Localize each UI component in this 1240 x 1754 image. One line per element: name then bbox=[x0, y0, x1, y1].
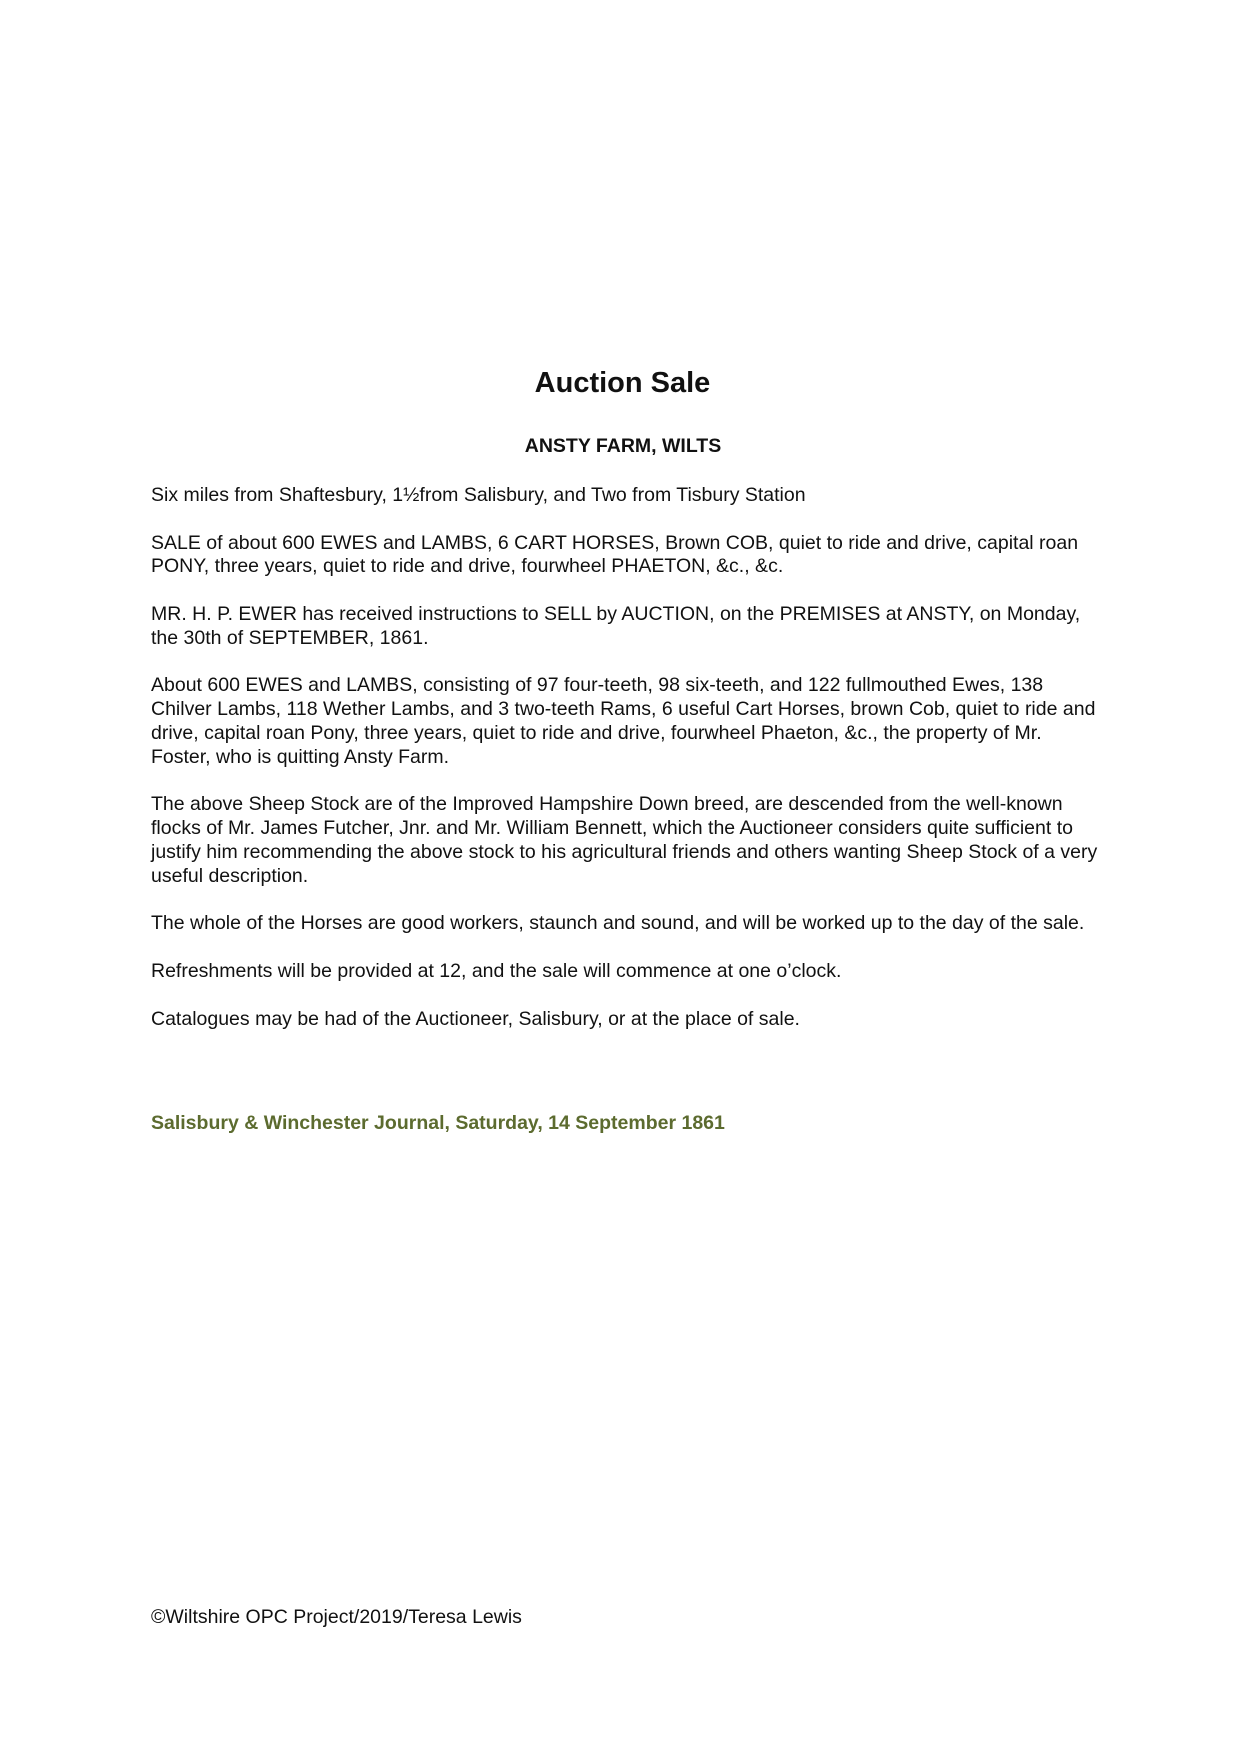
paragraph-instructions: MR. H. P. EWER has received instructions to SELL by AUCTION, on the PREMISES at ANSTY, on Monday, the 30th of SEPTEMBER, 1861. bbox=[151, 602, 1081, 649]
paragraph-location: Six miles from Shaftesbury, 1½from Salisbury, and Two from Tisbury Station bbox=[151, 484, 806, 506]
advertisement-body bbox=[151, 484, 1099, 1031]
paragraph-catalogues: Catalogues may be had of the Auctioneer, Salisbury, or at the place of sale. bbox=[151, 1007, 800, 1030]
source-citation: Salisbury & Winchester Journal, Saturday, 14 September 1861 bbox=[151, 1112, 725, 1134]
paragraph-horses: The whole of the Horses are good workers, staunch and sound, and will be worked up to the day of the sale. bbox=[151, 912, 1085, 935]
paragraph-breed: The above Sheep Stock are of the Improved Hampshire Down breed, are descended from the well-known flocks of Mr. James Futcher, Jnr. and Mr. William Bennett, which the Auctioneer considers quite sufficient to justify him recommending the above stock to his agricultural friends and others wanting Sheep Stock of a very useful description. bbox=[151, 793, 1098, 887]
copyright-footer: ©Wiltshire OPC Project/2019/Teresa Lewis bbox=[151, 1606, 522, 1628]
page-title: Auction Sale bbox=[534, 367, 711, 399]
paragraph-refreshments: Refreshments will be provided at 12, and the sale will commence at one o’clock. bbox=[151, 959, 842, 982]
paragraph-sale-summary: SALE of about 600 EWES and LAMBS, 6 CART HORSES, Brown COB, quiet to ride and drive, capital roan PONY, three years, quiet to ride and drive, fourwheel PHAETON, &c., &c. bbox=[151, 531, 1079, 578]
paragraph-stock-details: About 600 EWES and LAMBS, consisting of 97 four-teeth, 98 six-teeth, and 122 fullmouthed Ewes, 138 Chilver Lambs, 118 Wether Lambs, and 3 two-teeth Rams, 6 useful Cart Horses, brown Cob, quiet to ride and drive, capital roan Pony, three years, quiet to ride and drive, fourwheel Phaeton, &c., the property of Mr. Foster, who is quitting Ansty Farm. bbox=[151, 674, 1096, 768]
page-subtitle: ANSTY FARM, WILTS bbox=[524, 435, 722, 457]
